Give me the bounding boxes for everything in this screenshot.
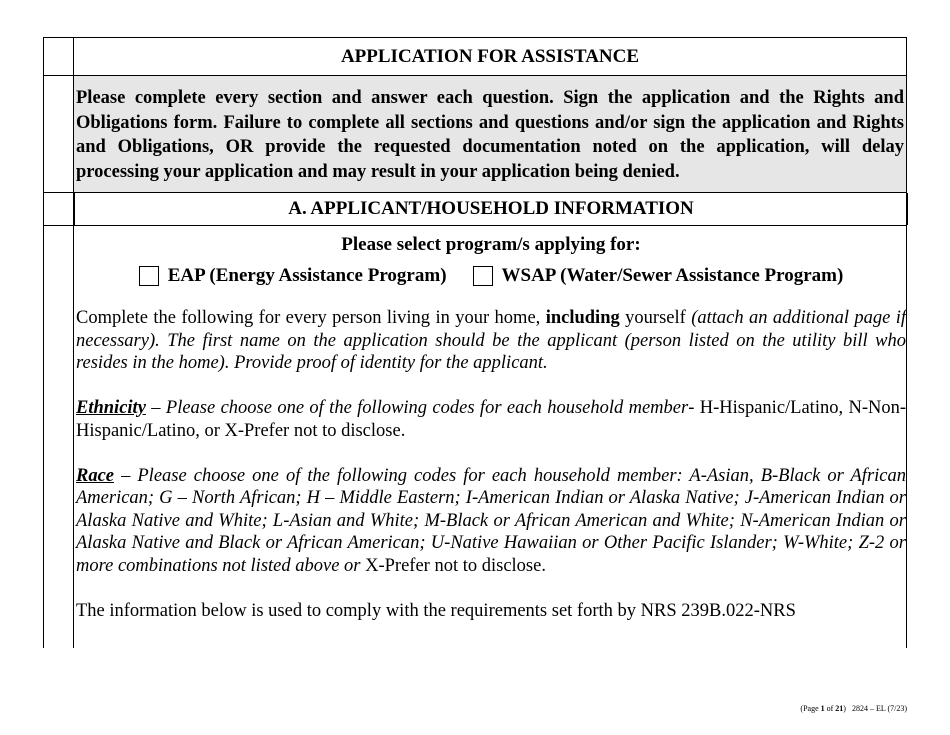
race-label: Race [76,465,115,486]
program-option-wsap[interactable] [473,265,844,288]
application-form [43,37,907,648]
wsap-checkbox[interactable] [473,266,493,286]
ethnicity-instructions: Ethnicity – Please choose one of the following codes for each household member- H-Hispanic/Latino, N-Non-Hispanic/Latino, or X-Prefer not to disclose. [76,398,906,441]
household-instructions: Complete the following for every person living in your home, including yourself (attach an additional page if necessary). The first name on the application should be the applicant (person listed on the utility bill who resides in the home). Provide proof of identity for the applicant. [76,308,906,373]
program-option-eap[interactable] [139,265,447,288]
left-margin-cell [44,226,74,648]
form-code: 2824 – EL (7/23) [851,704,907,713]
left-margin-cell [44,38,74,75]
nrs-statement: The information below is used to comply with the requirements set forth by NRS 239B.022-NRS [76,600,796,621]
instructions-notice: Please complete every section and answer each question. Sign the application and the Rights and Obligations form. Failure to complete all sections and questions and/or sign the application and Rights and Obligations, OR provide the requested documentation noted on the application, will delay processing your application and may result in your application being denied. [74,76,906,192]
left-margin-cell [44,193,74,225]
section-a-row [43,192,907,226]
ethnicity-label: Ethnicity [76,398,146,418]
program-options [76,265,906,288]
section-a-body-row [43,226,907,648]
form-title: APPLICATION FOR ASSISTANCE [340,45,640,67]
section-a-body [74,226,906,648]
notice-row [43,75,907,192]
left-margin-cell [44,76,74,192]
eap-label: EAP (Energy Assistance Program) [167,264,447,286]
section-a-title: A. APPLICANT/HOUSEHOLD INFORMATION [74,193,908,225]
eap-checkbox[interactable] [139,266,159,286]
wsap-label: WSAP (Water/Sewer Assistance Program) [501,264,844,286]
program-prompt: Please select program/s applying for: [341,234,641,255]
page-footer: (Page 1 of 21) 2824 – EL (7/23) [800,704,907,713]
race-instructions: Race – Please choose one of the following codes for each household member: A-Asian, B-Black or African American; G – North African; H – Middle Eastern; I-American Indian or Alaska Native; J-American Indian or Alaska Native and White; L-Asian and White; M-Black or African American and White; N-American Indian or Alaska Native and Black or African American; U-Native Hawaiian or Other Pacific Islander; W-White; Z-2 or more combinations not listed above or X-Prefer not to disclose. [76,465,906,576]
title-row [43,37,907,75]
